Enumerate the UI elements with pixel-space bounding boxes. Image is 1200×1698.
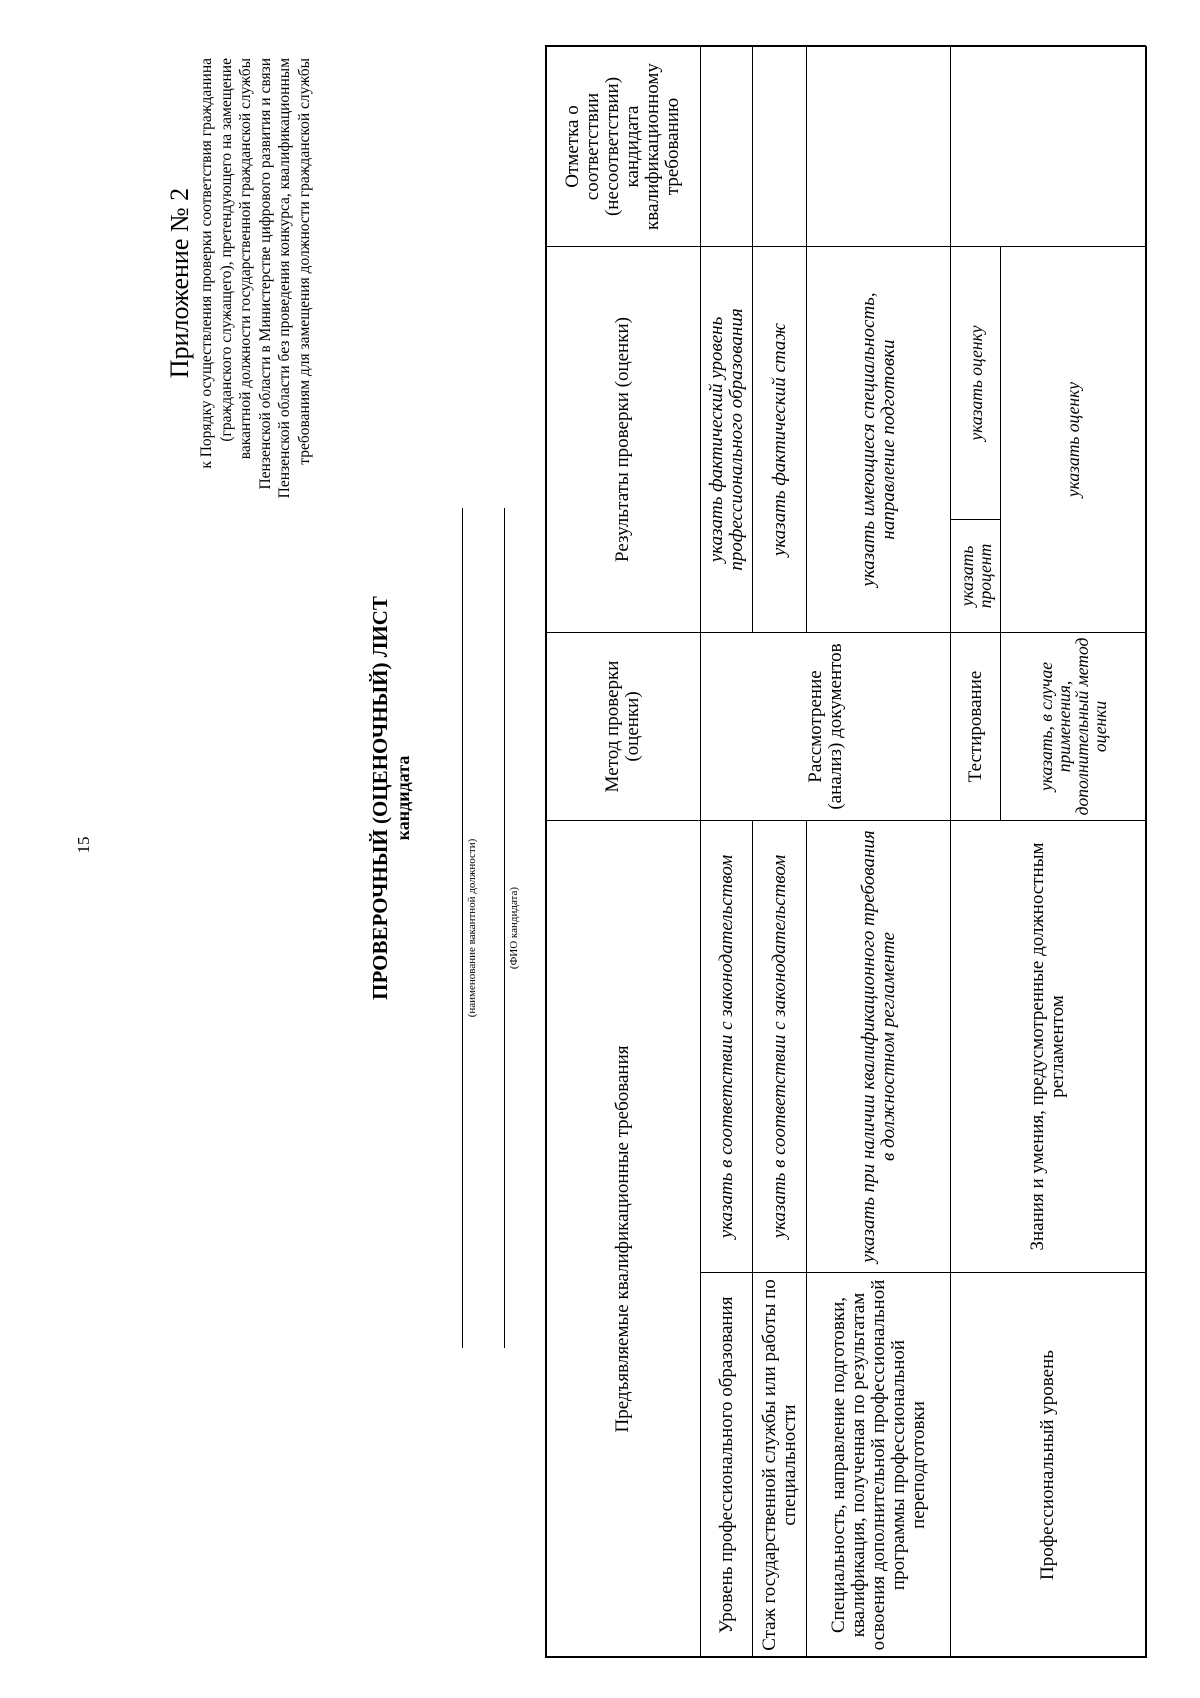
header-results: Результаты проверки (оценки)	[612, 317, 633, 562]
form-subtitle: кандидата	[393, 755, 413, 841]
row3-requirement: Специальность, направление подготовки, квалификация, полученная по результатам освоения дополнительной профессиональной программы профессиональной переподготовки	[827, 1279, 929, 1651]
form-title: ПРОВЕРОЧНЫЙ (ОЦЕНОЧНЫЙ) ЛИСТ	[368, 596, 392, 1000]
row2-requirement-note: указать в соответствии с законодательством	[768, 854, 790, 1239]
row1-mark	[701, 47, 752, 246]
row1-requirement-note: указать в соответствии с законодательством	[715, 854, 737, 1239]
row3-requirement-note: указать при наличии квалификационного требования в должностном регламенте	[857, 830, 899, 1263]
method-testing: Тестирование	[964, 670, 986, 783]
row3-mark	[807, 47, 950, 246]
prof-level-requirement: Профессиональный уровень	[1037, 1350, 1058, 1580]
page-number: 15	[74, 836, 93, 854]
prof-level-note: Знания и умения, предусмотренные должностным регламентом	[1027, 842, 1068, 1251]
row1-result: указать фактический уровень профессионального образования	[705, 308, 747, 571]
header-requirements: Предъявляемые квалификационные требования	[612, 1045, 633, 1433]
result-percent: указать процент	[956, 543, 995, 609]
appendix-description: к Порядку осуществления проверки соответствия гражданина (гражданского служащего), претендующего на замещение вакантной должности государственной гражданской службы Пензенской области в Министерстве цифрового развития и связи Пензенской области без проведения конкурса, квалификационным требованиям для замещения должности гражданской службы	[198, 58, 313, 499]
header-method: Метод проверки (оценки)	[602, 660, 643, 793]
fio-caption: (ФИО кандидата)	[508, 886, 520, 970]
row2-mark	[753, 47, 806, 246]
docs-method: Рассмотрение (анализ) документов	[804, 643, 846, 810]
result-additional: указать оценку	[1063, 381, 1083, 498]
result-score: указать оценку	[965, 325, 986, 441]
header-mark: Отметка о соответствии (несоответствии) кандидата квалификационному требованию	[562, 63, 683, 230]
row2-result: указать фактический стаж	[768, 322, 790, 557]
row1-requirement: Уровень профессионального образования	[715, 1296, 737, 1634]
position-caption: (наименование вакантной должности)	[466, 838, 478, 1018]
appendix-title: Приложение № 2	[165, 187, 194, 379]
row3-result: указать имеющиеся специальность, направление подготовки	[857, 292, 899, 587]
method-additional: указать, в случае применения, дополнительный метод оценки	[1036, 637, 1110, 816]
prof-level-mark	[951, 47, 1145, 246]
row2-requirement: Стаж государственной службы или работы по специальности	[758, 1279, 800, 1651]
